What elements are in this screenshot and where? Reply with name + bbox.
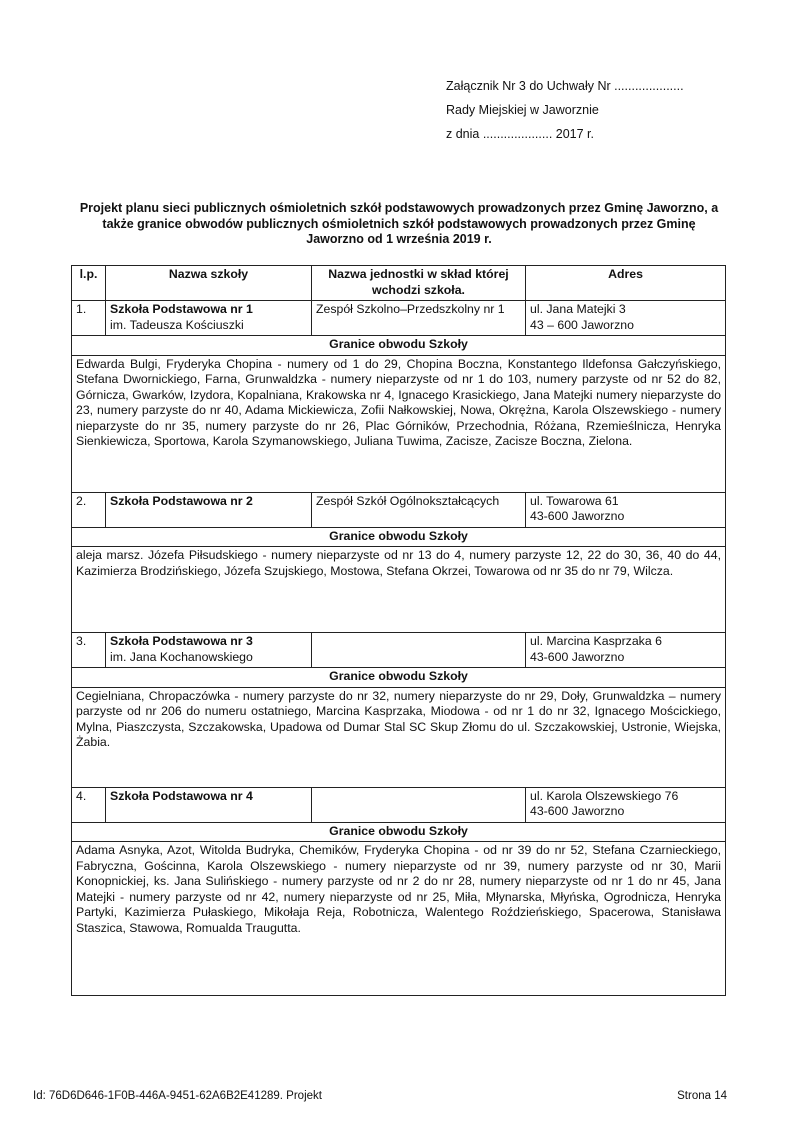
school-unit [312,787,526,822]
table-row [72,301,726,336]
school-name: Szkoła Podstawowa nr 4 [110,788,253,803]
boundary-row [72,842,726,996]
boundary-header-row [72,822,726,842]
school-address [526,787,726,822]
school-number: 4. [72,787,106,822]
column-header-unit: Nazwa jednostki w skład której wchodzi szkoła. [312,266,526,301]
boundary-header: Granice obwodu Szkoły [72,527,726,547]
address-city: 43-600 Jaworzno [530,649,625,664]
school-name: Szkoła Podstawowa nr 2 [110,493,253,508]
school-name: Szkoła Podstawowa nr 1 [110,302,253,316]
boundary-header-row [72,527,726,547]
council-line: Rady Miejskiej w Jaworznie [446,103,599,117]
school-name-cell [106,633,312,668]
school-patron: im. Tadeusza Kościuszki [110,317,244,332]
date-line: z dnia .................... 2017 r. [446,127,594,141]
table-row [72,633,726,668]
address-city: 43-600 Jaworzno [530,804,625,818]
column-header-address: Adres [526,266,726,301]
document-title: Projekt planu sieci publicznych ośmioletnich szkół podstawowych prowadzonych przez Gminę Jaworzno, a także granice obwodów publicznych ośmioletnich szkół podstawowych prowadzonych przez Gminę Jaworzno od 1 września 2019 r. [79,201,719,246]
attachment-header [446,74,684,146]
address-street: ul. Marcina Kasprzaka 6 [530,634,662,648]
school-address [526,633,726,668]
boundary-row [72,687,726,787]
document-id: Id: 76D6D646-1F0B-446A-9451-62A6B2E41289. Projekt [33,1090,322,1102]
school-address [526,301,726,336]
boundary-header-row [72,668,726,688]
boundary-header: Granice obwodu Szkoły [72,668,726,688]
table-header-row [72,266,726,301]
school-address [526,492,726,527]
school-patron: im. Jana Kochanowskiego [110,649,253,664]
column-header-lp: l.p. [72,266,106,301]
attachment-line: Załącznik Nr 3 do Uchwały Nr .................... [446,79,684,93]
address-street: ul. Jana Matejki 3 [530,302,626,316]
boundary-row [72,355,726,492]
school-unit: Zespół Szkolno–Przedszkolny nr 1 [312,301,526,336]
address-city: 43-600 Jaworzno [530,509,625,523]
school-number: 1. [72,301,106,336]
address-street: ul. Towarowa 61 [530,493,619,508]
boundary-header: Granice obwodu Szkoły [72,336,726,356]
address-street: ul. Karola Olszewskiego 76 [530,788,679,803]
school-name-cell [106,787,312,822]
page-number: Strona 14 [677,1090,727,1102]
school-name-cell [106,301,312,336]
school-name: Szkoła Podstawowa nr 3 [110,634,253,648]
table-row [72,492,726,527]
boundary-row [72,547,726,633]
school-name-cell [106,492,312,527]
table-row [72,787,726,822]
column-header-name: Nazwa szkoły [106,266,312,301]
boundary-header: Granice obwodu Szkoły [72,822,726,842]
school-unit [312,633,526,668]
school-unit: Zespół Szkół Ogólnokształcących [312,492,526,527]
boundary-header-row [72,336,726,356]
school-number: 3. [72,633,106,668]
boundary-description: Adama Asnyka, Azot, Witolda Budryka, Chemików, Fryderyka Chopina - od nr 39 do nr 52, Stefana Czarnieckiego, Fabryczna, Gościnna, Karola Olszewskiego - numery nieparzyste od nr 39, numery parzyste od nr 30, Marii Konopnickiej, ks. Jana Sulińskiego - numery parzyste od nr 2 do nr 28, numery nieparzyste od nr 1 do nr 45, Jana Matejki - numery parzyste od nr 42, numery nieparzyste od nr 25, Miła, Młynarska, Młyńska, Ogrodnicza, Henryka Partyki, Kazimierza Pułaskiego, Mikołaja Reja, Robotnicza, Walentego Roździeńskiego, Spacerowa, Stanisława Staszica, Stawowa, Romualda Traugutta. [72,842,726,996]
boundary-description: Edwarda Bulgi, Fryderyka Chopina - numery od 1 do 29, Chopina Boczna, Konstantego Ildefonsa Gałczyńskiego, Stefana Dwornickiego, Farna, Grunwaldzka - numery nieparzyste od nr 1 do 103, numery parzyste od nr 52 do 82, Górnicza, Gwarków, Izydora, Kopalniana, Krakowska nr 4, Ignacego Krasickiego, Jana Matejki numery nieparzyste do 23, numery parzyste do nr 40, Adama Mickiewicza, Zofii Nałkowskiej, Nowa, Okrężna, Karola Olszewskiego - numery nieparzyste do nr 35, numery parzyste do nr 26, Plac Górników, Przechodnia, Różana, Rzemieślnicza, Henryka Sienkiewicza, Sportowa, Karola Szymanowskiego, Juliana Tuwima, Zacisze, Zacisze Boczna, Zielona. [72,355,726,492]
schools-table [71,265,726,996]
boundary-description: aleja marsz. Józefa Piłsudskiego - numery nieparzyste od nr 13 do 4, numery parzyste 12, 22 do 30, 36, 40 do 44, Kazimierza Brodzińskiego, Józefa Szujskiego, Mostowa, Stefana Okrzei, Towarowa od nr 35 do nr 79, Wilcza. [72,547,726,633]
address-city: 43 – 600 Jaworzno [530,317,634,332]
school-number: 2. [72,492,106,527]
boundary-description: Cegielniana, Chropaczówka - numery parzyste do nr 32, numery nieparzyste do nr 29, Doły, Grunwaldzka – numery parzyste od nr 206 do numeru ostatniego, Marcina Kasprzaka, Miodowa - od nr 1 do nr 32, Ignacego Mościckiego, Mylna, Piaszczysta, Szczakowska, Upadowa od Dumar Stal SC Skup Złomu do ul. Szczakowskiej, Ustronie, Wiejska, Żabia. [72,687,726,787]
